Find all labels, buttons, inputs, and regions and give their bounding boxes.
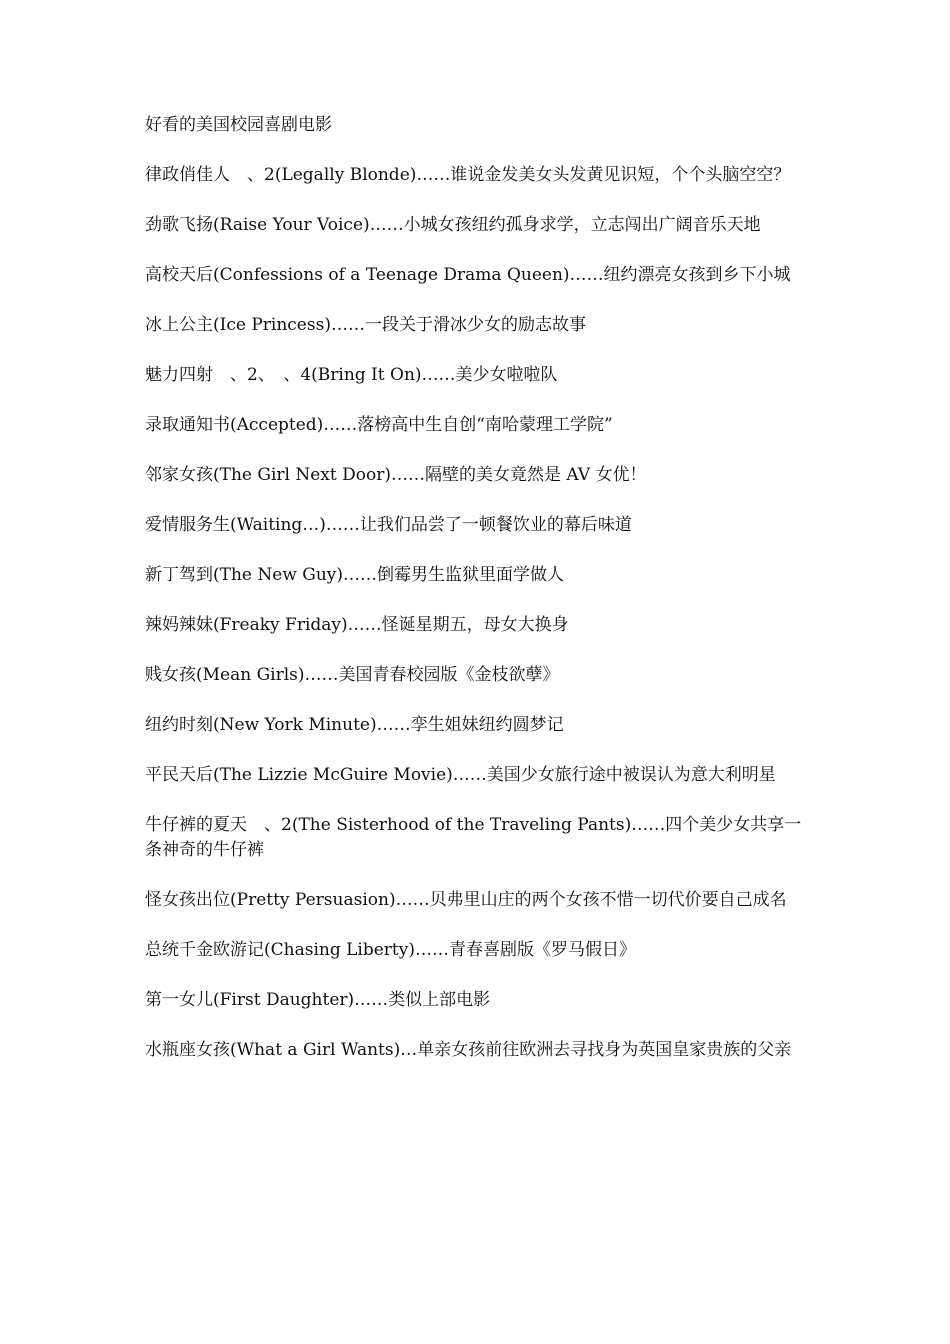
movie-entry: 贱女孩(Mean Girls)……美国青春校园版《金枝欲孽》 bbox=[145, 665, 560, 685]
document-body bbox=[145, 113, 815, 1088]
movie-entry: 怪女孩出位(Pretty Persuasion)……贝弗里山庄的两个女孩不惜一切代价要自己成名 bbox=[145, 890, 787, 910]
movie-entry: 纽约时刻(New York Minute)……孪生姐妹纽约圆梦记 bbox=[145, 715, 564, 735]
movie-entry: 新丁驾到(The New Guy)……倒霉男生监狱里面学做人 bbox=[145, 565, 565, 585]
movie-entry: 平民天后(The Lizzie McGuire Movie)……美国少女旅行途中被误认为意大利明星 bbox=[145, 765, 776, 785]
movie-entry: 总统千金欧游记(Chasing Liberty)……青春喜剧版《罗马假日》 bbox=[145, 940, 636, 960]
movie-entry: 冰上公主(Ice Princess)……一段关于滑冰少女的励志故事 bbox=[145, 315, 586, 335]
movie-entry: 邻家女孩(The Girl Next Door)……隔壁的美女竟然是 AV 女优！ bbox=[145, 465, 647, 485]
document-title: 好看的美国校园喜剧电影 bbox=[145, 115, 332, 135]
movie-entry: 魅力四射 、2、 、4(Bring It On)……美少女啦啦队 bbox=[145, 365, 558, 385]
movie-entry: 第一女儿(First Daughter)……类似上部电影 bbox=[145, 990, 491, 1010]
movie-entry: 辣妈辣妹(Freaky Friday)……怪诞星期五，母女大换身 bbox=[145, 615, 569, 635]
movie-entry: 高校天后(Confessions of a Teenage Drama Queen)……纽约漂亮女孩到乡下小城 bbox=[145, 265, 791, 285]
movie-list bbox=[145, 163, 815, 1063]
movie-entry: 牛仔裤的夏天 、2(The Sisterhood of the Traveling Pants)……四个美少女共享一条神奇的牛仔裤 bbox=[145, 815, 802, 860]
movie-entry: 爱情服务生(Waiting…)……让我们品尝了一顿餐饮业的幕后味道 bbox=[145, 515, 632, 535]
movie-entry: 录取通知书(Accepted)……落榜高中生自创“南哈蒙理工学院” bbox=[145, 415, 613, 435]
movie-entry: 水瓶座女孩(What a Girl Wants)…单亲女孩前往欧洲去寻找身为英国皇家贵族的父亲 bbox=[145, 1040, 792, 1060]
movie-entry: 律政俏佳人 、2(Legally Blonde)……谁说金发美女头发黄见识短，个个头脑空空？ bbox=[145, 165, 791, 185]
movie-entry: 劲歌飞扬(Raise Your Voice)……小城女孩纽约孤身求学，立志闯出广阔音乐天地 bbox=[145, 215, 761, 235]
